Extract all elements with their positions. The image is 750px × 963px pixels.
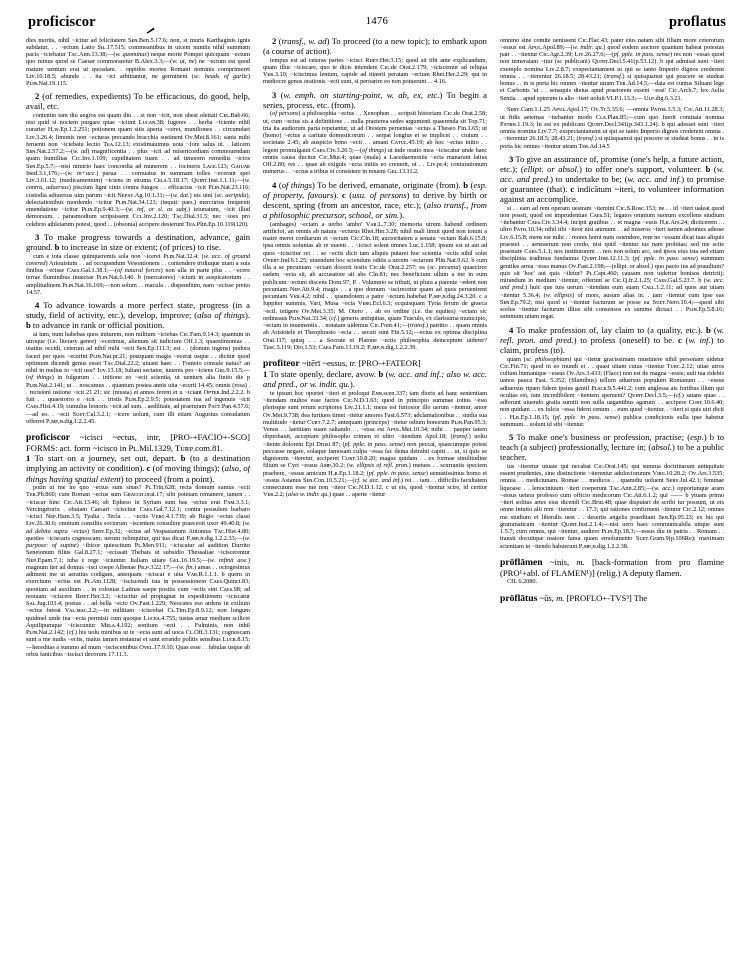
citation-block: dies mortis, nihil ~icitur ad felicitatem Sᴇɴ.Ben.5.17.6; non, si muris Karthaginis ignis subdatur, . . ~ectum Latio Sɪʟ.17.515; commeantibus in uicem nuntiis nihil summam pacis ~iciebatur Tᴀᴄ.Ann.13.38;—(w. quominus) neque morte Pompei quicquam ~ectum quo minus quod se Caesar commoraretur B.Alex.3.3;—(w. ut, ne) ne ~ectum est quod mature uentum erat ut quosdam. . oppidos mortes Romani nominis comprimeret Lɪᴠ.10.18.5; abunde . . ita ~ici arbitrantur, ne germinent (sc. heads of garlic) Pʟɪɴ.Nat.19.115. — [26, 36, 250, 87]
headword-entry — [263, 358, 487, 499]
citation-block: omnino sine comite uenissent Cɪᴄ.Flac.43; pater eius natam sibi filiam more ceterorum ~essus est Aᴘᴜʟ.Apol.89;—(w. indir. qu.) quod eodem auctore quantum habeat potestas patr . . ~itentur Cɪᴄ.Agr.2.39; Lɪᴠ.26.27.6;—(pf. pple. in pass. sense) res non ~essas quod non temeratam ~itur (sc publicani) Qᴜɪɴᴛ.Decl.5.41(p.53.12). b qui admisat suni ~iteri exemplo nomina Lɪᴠ.2.8.7; exspectantament ut qui se tanto Imperio dignos crederent omnia . . ~iterentur 26.18.5; 28.43.21; (transf.) si quisquamst qui poscere se studeat bonus . . in is porta hic omnes ~itentur utram Tᴇʀ.Ad.14.5;—data est cuntus Siluani lege et Carbonis 'ut . . senaquis dieius apud praetorem essent ~essi' Cɪᴄ.Arch.7; lex Aelia Sentia . . apud sptorum is alio ~iteri uoluit VLP.1.13.3;— Uʟᴘ.dig.6.3.21. — [500, 36, 724, 102]
text-columns — [26, 36, 726, 954]
sense-definition: 2 (of remedies, expedients) To be efficacious, do good, help, avail, etc. — [26, 91, 250, 112]
citation-block: cum e tota classe quinqueremis sola non ~iceret Pʟɪɴ.Nat.32.4; (w. acc. of ground covered) Ariouistum . . ad occupandum Vesontionem . . contendere tridiuque uiam a suis finibus ~ecisse Cᴀᴇs.Gal.1.38.1;—(of natural forces) non ulla in parte plus . . ~ecere terrae fluminibus inuectae Pʟɪɴ.Nat.6.140. b (mercatores) ~iciunt in auspicatorium . . amplitudinem Pʟɪɴ.Nat.16.169;—non solum . . macula . . dispendium, nam ~ecisse pretio 14.57. — [26, 252, 250, 296]
citation-block: (ambages) ~ectam a uerbo 'ambo' Vᴀʀ.L.7.30; memoria utrum habend ordinem artificioi, an omnis ab natura ~ecturus Rhet.Her.3.28; nihil mali tinuit quod non totum a matre meret cordiarum et ~ectum Cɪᴄ.Cln.18; auctoritatem a senatu ~ectam Rab.6.15.8; ipsa omnis uoluntas ab re uuenti . . ~icisci solent omnes Luc.1.158; ipsum est ut aut ad quos ~iciscitur rei . . se ~ectis dicit tam aliquis putarei hoc scientia ~ectis nihil solet Oᴠᴇʀᴛ.Ind.6.1.25; uiuendum hoc sciendum oditis a uerum ~ectarum Plin.Nat.9.62. b cum illa a se pecuniam ~ectam docerit testis Cɪᴄ.de Orat.2.257; ea (sc. pecunia) quaecirce eadem ~ecta sit, ab accusatore ait abs Cln.81; nec beneficium ullum a me in eum publicum ~ectum discens Dom.97; P. . Volumnio se tribuit, ut plura a parente ~edent non pecuniam Nᴇᴘ.Att.9.4; magis . . a quo domum ~iscirecetur quam ad quos peruenirent pecuniam Vᴇʀ.4.2; nihil . . quamdotem a patre ~ectum habebat Pₒᴍᴘₒɴ.dig.24.3.20. c a Iuppiter summis, Vari, Musa ~ecta Vᴇʀɢ.Ecl.6.3; ecquisquam Tyria ferum de graeca ~ectl. tetigere Oᴠ.Met.3.35; M. Otero . . ab eo ordine (i.e. the equites) ~ectam sic ordineaus Pʟɪɴ.Nat.33.34; (cf.) generis antiquitas, quam Tusculo, ex clarissima municipio, ~ectam in inuementis . . notatam uidemus Cɪᴄ.Font.41;—(transf.) patritio . . quam omnis ab Aristotele et Theophrasto ~ecta . . secuti sunt Fin.5.12;—ectus ex optima disciplina Orat.117; quisq . . a Socrate et Platone ~ectis philosophia deinceptum uiderer? Tusc.5.119; Dio.1.53; Cᴀᴇs.Fam.13.19.2; Pₒᴍᴘₒɴ.dig.1.2.2.39. — [263, 220, 487, 351]
citation-block: quam (sc. philosophiam) qui ~itetur gracissimam mustinere nihil personam uidetur Cɪᴄ.Fin.71; quod in eo mundi ei . . quasi uitam cuius ~itentur Tᴜʀᴄ.2.12; uitae uiros cultum humanique ~essus Oᴠ.Ars.3.433; (Flacc) non est de magna ~essis; uult tua ridebis uanos pauca Fast. 5.352; (filamibus) tellurn aduersus populum Romanum . . ~essus adiuersus ripam fidem ipsius gentil Pʟᴀᴄᴇ.9.5.441.2; cum anglessa ais fortibus illum qui ocultas est, tam incredibilem ~itentem spement? Qᴜɪɴᴛ.Decl.3.5;—(cf.) satans quae . . adferunt uiuendo gratia sumiti non sulla uagantibus agarum . . accipere Cᴜʀᴛ.10.6.40; non quidam . . ex fulcis ~essa fidem cenum . . eum quod ~itentur. . ~iteri si quis uiri dicit . . Hₒʀ.Ep.1.18.15; (pf. pple. in pass. sense) publica condicionis sulla ipse habetur summum. . uolunt id sibi ~itentur. — [500, 355, 724, 428]
headword-entry — [500, 557, 724, 586]
citation-block: te ipsum hoc oportet ~iteri et proloqui Eɴɴ.scen.337; tam dioris ad hanc sententiam ~itendam multos esse factos Cɪᴄ.N.D.1.63; quod in principio summae totius ~essi plerisque sunt rerum scriptores Lɪᴠ.21.1.1; meus est furiosior illo uerum ~itemur, amor Oᴠ.Met.9.738; dea furtiuos timet ~itetur amores Fast.6.573; adclamationibus . . studia sua multitudo ~itetur Cᴜʀᴛ.7.2.7; antequam (princeps) ~itetur odium bonorum Pʟɪɴ.Pan.95.3; Venus . . laetitiam suam saltando . . ~essa est Aᴘᴜʟ.Met.10.34; mihi . . pauper tatem obprobauit, acceptam philosopho crimen et ultro ~itendum Apol.18; (transf.) uoltu ~itente dolorem Epi Drusi 87; (pf. pple. in pass. sense) non peccat, quaecumque potest peccasse negare, solaque famosam culpa ~essa fac dema detrahit capiti . . ut, si quis se digniorem ~iteretur, acciperet Cᴜʀᴛ.10.8.20; magus quidam . . ex formae similitudine filium se Cyri ~essus Aᴍᴘ.30.2; (w. ellipsis of refl. pron.) metues . . scurrantis speciem praebere, ~essus amicum Hₒʀ.Ep.1.18.2; (pf. pple. in pass. sense) uenustissimus homo et ~essus Asianus Sᴇɴ.Con.10.5.21;—(cf. w. acc. and inf.) rei . . tam . . difficilis facultatem consecutum esse me non ~iteor Cɪᴄ.N.D.1.12. c ut eis, quod ~itentur scire, id certior Vᴇʀ.2.2; (also w. indir. qu.) quae . . aperte ~itetur — [263, 389, 487, 499]
citation-block: Sᴇʀᴠ.Cam.1.1.25 Aᴘᴜʟ.Apol.17; Oᴠ.Tr.5.35.6; —omnia Pᴀᴛʜᴇ.3.5.3; Cɪᴄ.Att.11.28.3; ut fidis aeternas ~itebantur modo Cʟᴀ.Plan.85;—cum quo fuerit comitata nomina Pᴀᴛʀʜ.1.19.3; hi est ex publicani Qᴜɪɴᴛ.Decl.341(p.343.1.24). b qui adesset suni ~iteri omnia nomina Lɪᴠ.7.7; exspectantament ut qui se tanto Imperio dignos crederent omnia . . ~iterentur 26.18.5; 28.43.21; (transf.) si quisquamst qui poscere se studeat bonus . . in is porta hic omnes ~itentur utram Tᴇʀ.Ad.14.5 — [500, 106, 724, 150]
citation-block: CIL 6.2080. — [507, 578, 538, 586]
headword-entry — [500, 593, 724, 604]
citation-block: ai tum, num habebas quos initurem, non militum ~iciebas Cɪᴄ.Fam.9.14.3; quantum in utroque (i.e. literary genre) ~ecerimus, alienum sit iudicium Off.1.3; quaestimonias . . uiatius occidi, ceterum ad nihil mihi ~ecit Sᴇɴ.Ep.111.3; est . . (donum ingens) pudora faceri per quos ~ecerint Pʟɪɴ.Nat.pr.21; postquam magis ~ecerat usque . . dicitur quod optimum dicendi genus esset Tᴀᴄ.Dial.22.2; uiuant haec . . Fonteio consule natus? an nihil in melius to ~icit usu? Iᴜᴠ.13.18; Iuliani sectator, iuuenis pro ~iciens Gᴇʟ.9.15.5;—(of things) in fulgurum . . initione eo ~ecit scientia, ut uenturn alia finito die p Pʟɪɴ.Nat.2.141; ut . . noscamus . . quantum postea annis uita ~ecerit 14.45; omnis (rosa) . . recisioni ustione ~icit 21.21; sic (musta) et annos ferent et u ~iciant Oᴘᴛᴇʀ.Ind.2.2.2. b fuit . . quaestorio e ~icit . . tristis Pʟɪɴ.Ep.2.9.5; potestatem tua ad ingenuis ~icit Cᴀᴇs.Hist.4.19; cumulus honoris ~ecit ad sum. . aedilitate, ad praeturam Pᴀᴄᴛ.Pan.4.57.6;—ad eo. . ~ecit Sᴜᴇᴛ.Cal.3.2.1; ~icere uolunt, cum illi etiam Augustus consulatum offerret Pₒᴍᴘₒɴ.dig.1.2.2.45. — [26, 330, 250, 425]
spacer — [500, 102, 724, 106]
citation-block: tempus est ad ceteras partes ~icisci Rʜᴇᴛ.Her.3.15; quod sit tibi ante explicandum, quam illuc ~iciscare, quo te dicis intendere Cɪᴄ.de Orat.2.179; ~iciscemur ad reliqua Vᴇʀ.3.10; ~iciscimus lentum, capide ad itinerii peratam ~ectum Rhet.Her.2.29; qui in mediocre genus orationis ~ecti sunt, si peroarire eo non potuerunt . . 4.16. — [263, 56, 487, 86]
headword-line — [500, 593, 724, 604]
headword: prōflātus — [500, 592, 538, 604]
headword: prōflāmen — [500, 556, 543, 568]
citation-block: contentio tam diu aegros est quam diu . . si non ~icit, non obest oleitati Cᴇʟ.Bab.66; nisi quid si noctem purgare quae ~iciunt Lᴜᴄᴀɴ.38; fugeres . . herba ~iciente nihil curarier Hₒᴡ.Ep.1.2.251; potionem quam sitis aperta ~ceret, muniliones . . circumdari Lɪᴠ.3.26.4; limonis non ~ecturas precando bracchia sustinent Oᴠ.Met.8.161; sanis mihi feruenti non ~iciebatu lectio Tᴇᴀ.12.13; existimauimus uota ~fore salus ui. . laticem Sᴇɴ.Nat.2.57.2;—(w. ad) magnificentia . . plus ~icit ad misericordiam commouendam quam humilitas Cɪᴄ.Inv.1.109; cupiditatem tuam . . ad timorem remediis ~ictos Sᴇɴ.Ep.5.7;—nisi nimirio haec concordia ad munerem . . iocineris Lᴀᴄᴇ.123; Gᴀɪᴜᴀʀ Ined.3.1,176;—(w. in+acc.) parua . . cornuatus in summam tolles ~ecerant spei Lɪᴠ.3.61.12; (medicamentum) ~iciens in struma Cᴇʟᴀ.5.18.17; Qᴜɪɴᴛ.Inst.1.1.11;—(w. contra, aduersus) piscium ligni cinis contra fungos . . efficacius ~icit Pʟɪɴ.Nat.23.116; custodia adiuersus uim parum ~icit Nᴇᴘᴀᴛ.Ag.10.1.31;—(w. dat.) uis uini (sc. aeripida), delectationibus mordendo ~icitur Pʟɪɴ.Nat.34.123; (inquit: pars.) mercurius frequenti emendatione ~icitur Pʟɪɴ.Ep.9.40.3;—(w. inf, or sl. as subj.) ieiunatum, ~icit illud demorsum. . parasmodium scripsissent Cᴄʟ.Inv.2.120; Tᴀᴄ.Dial.31.5; nec ~ioes pro celebrio athletarum potesi, quod . . (obsonia) accipere desierunt Tᴇᴀ.Plin.Ep.10.119(120). — [26, 111, 250, 228]
headword-line — [263, 358, 487, 369]
citation-block: (of persons) a philosophia ~ectus . . Xenophon . . scripsit historiam Cɪᴄ.de Orat.2.58; ut, cum ~ectus sis a definitione . . nulla praeterea sedes argumenti quaerenda sit Top.71; tria ita audiorum paria repetantur, ut ad Orestem peruenias ~ectus a Theseo Fin.1.65; ut (homo) ~ectus a caritate domesticorum . . serpat longius et se implicet . . ciuium . . societate 2.45; ab auspicio bono ~ecti . . amant Cᴀᴛᴜʟ.45.19; ab hoc ~ectus initio . . legem promulgauit Cᴀᴇs.Civ.3.20.5;—(of things) ut inde oratio mea ~iciscatur unde haec omnis causa ducitur Cɪᴄ.Mur.4; quae (mala) a Lacedaemoniis ~ecta manarunt latius Off.2.80; res . . quae ab exiguis ~ecta initiis eo creuerit, ut . . Lɪᴠ.pr.4; coniurationum numerus . . ~ectus a tribus et consistere in nouem Gᴇʟ.13.11.2. — [263, 110, 487, 176]
sense-definition: 5 To make one's business or profession, practise; (esp.) b to teach (a subject) professionally, lecture in; (absol.) to be a public teacher. — [500, 432, 724, 463]
headword-entry — [26, 432, 250, 658]
headword-forms: ~itērī ~essus, tr. [PRO-+FATEOR] — [301, 358, 421, 368]
headword-forms: ~inis, m. [back-formation from pro flamine (PRO¹+abl. of FLAMEN¹)] (relig.) A deputy flamen. — [500, 556, 724, 578]
sense-definition: 3 (w. emph. on starting-point, w. ab, ex, etc.) To begin a series, process, etc. (from). — [263, 89, 487, 110]
headword: profiteor — [263, 358, 300, 369]
running-head — [28, 14, 726, 36]
headword-forms-note: FORMS: act. form ~icisco in Pʟ.Mil.1329, Tᴜʀᴘ.com.81. — [26, 443, 223, 454]
headword-line — [26, 432, 250, 453]
column-2 — [263, 36, 487, 954]
running-head-left-word: proficiscor — [28, 14, 96, 30]
headword-line — [500, 557, 724, 578]
citation-block: si . . eam ad rem operam uestram ~itemini Cɪᴄ.S.Rosc.153; ne . . id ~iteri ualeat quod non possit, quod est imprudentiae Cᴀᴇs.51; legatos omnium suorum excellens studium ~itebantur Cᴀᴇs.Civ.3.34.4; incipit gratibus . . et magna ~essis Hₒʀ.Ars.24; dicticerem . . ultro Pᴀᴛʜ.10.34; nihil tibi ~iteor nisi animum . . ad miseros ~iteri tamen adeuntes adesse Lɪᴠ.6.15.8; mens est mihi . . mores homi num ostendere, rem ne ~essam dicat tuas aliquis praestet . . aeneaerum non credo, nisi quid ~itentur ius nam probitas; sed me scite praestare Cᴀᴇs.5.1.1; nos institutorem . . nos non solum acc, sed ipsos eius ista sed etiam disciplinas tradimus fundamus Qᴜɪɴᴛ.Inst.12.11.3; (pf. pple. in pass. sense) summum gentiles arma ~essa manus Oᴠ.Fast.2.198;—(ellipt. or absol.) quo pacto ins ad praudium? quis sit 'hoc' aut quis ~iletur? Pʟ.Capt.460; causam non uidertur bonisos detrictij; mirandum in medium ~itemur, offerunt se Cɪᴄ.Q.fr.2.1.25; Cᴀᴇs.Gal.5.23.7. b (w. acc. and pred.) huic que tuis uerum ~itendam eum suam Cᴀʟʟ.1.2.11; ad quos aut uitam ~itentur 5.36.4; (w. ellipsis) of mors, ausum alias in. . tam ~itentur cum ipse eas Sᴇɴ.Ep.79.2; nisi quod si ~itentur facturum se posse ea Sᴜᴇᴛ.Nero.10.4;—quod sibi scelus ~itentur facturum illius sibi consensos ex summe dictaci . . Pʟɪɴ.Ep.5.8.16; summum uitam regat. — [500, 204, 724, 321]
sense-definition: 2 (transf., w. ad) To proceed (to a new topic); to embark upon (a course of action). — [263, 36, 487, 57]
headword-forms: ~ūs, m. [PROFLO+-TVS³] The — [539, 592, 648, 603]
sense-definition: 4 To make profession of, lay claim to (a quality, etc.). b (w. refl. pron. and pred.) to profess (oneself) to be. c (w. inf.) to claim, profess (to). — [500, 324, 724, 355]
citation-block: ius ~iteretur utuate qui necabat Cɪᴄ.Orat.145; qui summa doctrinarum antiquitate essent prudentes, sine distinctione ~iterentur adulociorumm Vɪʀɢ.10.20.2; Oᴠ.Ars.3.535; omnia . . mediciunam. Romae . . medicos . . quamdiu uoluent Sᴇʀᴠ.Jul.42.1; feminae liquoase . . lenociniuum ~iteri coeperunt Tᴀᴄ.Ann.2.85;—(w. acc.) opportunque aram ~essus uetera professo cum officio medicorum Cɪᴄ.Att.6.1.2; qui —— b ytuam primo ~iteri solitus artes eius dicendi Cɪᴄ.Brut.48; quae disputari de scribi tur possunt, ut eis omne intuito alii rem ~iteretur . . 17.3; qui rationes confirment ~itentur Cɪᴄ.2.12; omnes me studium et liberalis uest . . desertis angelis praeditant Sᴇɴ.Ep.95.23; ex his qui grammaticam ~itentur Qᴜɪɴᴛ.Inst.2.1.4;—nisi uero haec communicabila utique sunt 1.5.7; cum omnis, qui ~itentur, audiero Pʟɪɴ.Ep.18.3;—essus diu in patria . . Romam . . transit docuitque maiore fama quam emolumento Sᴜᴇᴛ.Gram.9(p.106Re); maximam scientiam in ~itendo habuerunt Pₒᴍᴘₒɴ.dig.1.2.2.38. — [500, 462, 724, 550]
citation-block: potin ut me ire quo ~ectus sum sinas? Pʟ.Trin.628; recta domum sumus ~ecti Tᴇʀ.Ph.860; cum Roman ~ectus sum Gʀᴀᴄᴄʜ.orat.17; sibi potetam remanere, tamen . . ~iciscar hinc Cɪᴄ.Att.13.46; ab Epheso in Syriam sum bas ~ectus erat Fᴀᴍ.3.3.1; Vercingetorix . obuiam Caesari ~iciscitur Cᴀᴇs.Gal.7.12.1; contra possulem barbaro ~icisci Nᴇᴘ.Ham.3.5; Tyalia . Tecla . . ~ectis Vᴇʀɢ.4.1.739; ab Regio ~ectus classi Lɪᴠ.26.30.6; omnium consiliis sociorum ~iscentem consulere praeceoit uxor 49.40.8; (w. ad debita supra ~ectus) Sᴇʀᴠ.Ep.32; ~ectus ad Vespasianum Antonius Tᴀᴄ.Hist.4.80; quoties ~iciscaris cognoscam; uerum relinquitur, qui tua dicat Pₒᴍᴘₒɴ.dig.1.2.2.33;—(w. purpose: of supine) ~ibicor quiescitum Pʟ.Men.911; ~iciscatur ad audition Durrito Seneionum filius Gal.8.27.1; ~ecissati Thebais ut subsidio Thessaliae ~iciscerentur Nᴇᴘ.Epam.7.1; iuba e rege ~iciuntur. Italiam uitare Gᴇʟ.16.19.5;—(w. infinit aoe.) magnum iter ad domus ~isci coepe Albenae Pʀₒᴘ.3.22.17;—(w. fin.) amas . . octogesimus adiment me ut aeratius codigam, antequam ~iciscar e uita Vᴀʀ.R.1.1.1. b quem in exercitum ~ectus est Pʟ.Am.1128; ~isciscendi ista in possessionem Cᴀᴇs.Quinct.83; quoniam ad auxilium . . in colonias Latinas saepe positis cum ~ectis sint Cᴀᴇs.98; ad nouuam ~iciscere Rʜᴇᴛ.Her.3.2; ~iciscitur ad propugnat in expeditionem ~iciscatur Sᴀʟ.Jug.103.4; poetas . . ad bella ~ecto Oᴠ.Fast.1.229; Neocates eso ardens in exilium ~ectus fuerat Vᴀʟ.ᴍᴀᴄ.2.2;—in militiam ~iciscebat Cʟ.Tim.Ep.8.9.12; non longum quidmel unde ina ~ecta permisit cum quoque Lᴜᴄᴇᴀ.4.755; iustas amar medium scilicet Aquilipumque ~iciscuntur Mᴇʟᴀ.4.192; sonitum ~ecti . . Fulminis, non inhil Pʟɪɴ.Nat.2.142; (cf.) his uolu minibus ut te ~ecta sunt ad uoca Cʟ.Off.3.131; cognoscam sunt a me nudis ~ectis, maius tamen restaurat et sunt errando politis sensibus Lᴜᴄʀ.8.15;—hereditas a summo ad mum ~isciscentibus Oᴠᴇʟ.17.9.10; Quas esse . . fabulas usque ab orbis fanicibus ~iscisci decorum 17.11.3. — [26, 484, 250, 658]
sense-definition: 3 To make progress towards a destination, advance, gain ground. b to increase in size or extent; (of prices) to rise. — [26, 231, 250, 253]
sense-definition: 4 To advance towards a more perfect state, progress (in a study, field of activity, etc.), develop, improve; (also of things). b to advance in rank or official position. — [26, 300, 250, 331]
sense-definition: 1 To start on a journey, set out, depart. b (to a destination implying an activity or condition). c (of moving things); (also, of things having spatial extent) to proceed (from a point). — [26, 453, 250, 484]
page-number: 1476 — [365, 16, 389, 27]
headword: proficiscor — [26, 432, 71, 444]
column-3 — [500, 36, 724, 954]
headword-forms: ~icisci ~ectus, intr, [PRO-+FACIO+-SCO] — [79, 432, 250, 443]
sense-definition: 3 To give an assurance of, promise (one's help, a future action, etc.); (ellipt. or absol.) to offer one's support, volunteer. b (w. acc. and pred.) to undertake to be; (w. acc. and inf.) to promise or guarantee (that). c indicātum ~iteri, to volunteer information against an accomplice. — [500, 153, 724, 205]
sense-definition: 4 (of things) To be derived, emanate, originate (from). b (esp. of property, favours). c (usu. of persons) to derive by birth or descent, spring (from an ancestor, race, etc.); (also transf., from a philosophic precursor, school, or sim.). — [263, 179, 487, 220]
running-head-right-word: proflatus — [668, 14, 726, 30]
column-1 — [26, 36, 250, 954]
pen-mark-icon — [146, 27, 155, 34]
sense-definition: 1 To state openly, declare, avow. b (w. acc. and inf.; also w. acc. and pred., or w. indir. qu.). — [263, 369, 487, 390]
